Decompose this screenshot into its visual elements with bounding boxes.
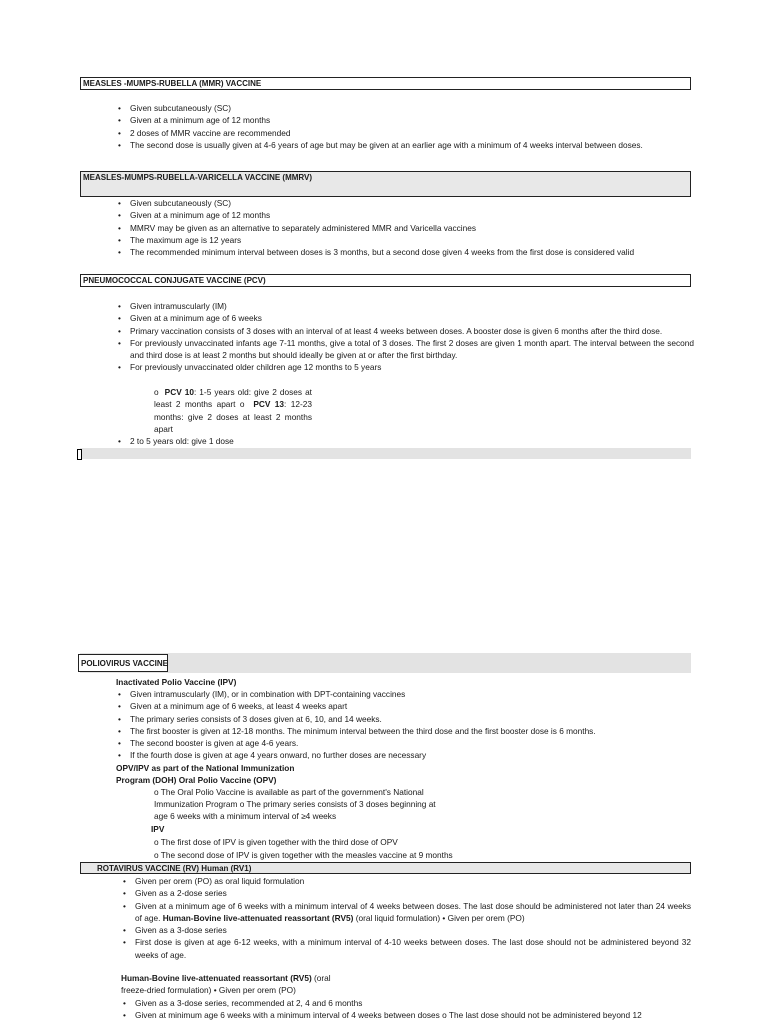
ipv-sub-2: o The second dose of IPV is given together with the measles vaccine at 9 months [154, 850, 453, 860]
polio-heading-band [80, 653, 691, 673]
list-item: • Given as a 3-dose series, recommended at 2, 4 and 6 months [121, 997, 701, 1009]
pcv13-text: : 12-23 months: give 2 doses at least 2 months apart [154, 399, 312, 434]
rv5-freeze-dried-line2: freeze-dried formulation) • Given per orem (PO) [121, 985, 296, 995]
polio-heading: POLIOVIRUS VACCINE [78, 654, 168, 672]
list-item: • Given as a 3-dose series [121, 924, 691, 936]
list-item: • The recommended minimum interval between doses is 3 months, but a second dose given 4 weeks from the first dose is considered valid [116, 246, 696, 258]
list-item: • Primary vaccination consists of 3 doses with an interval of at least 4 weeks between doses. A booster dose is given 6 months after the third dose. [116, 325, 694, 337]
opv-para-1: o The Oral Polio Vaccine is available as part of the government's National [154, 787, 424, 797]
list-item: • MMRV may be given as an alternative to separately administered MMR and Varicella vaccines [116, 222, 696, 234]
list-item: • Given intramuscularly (IM), or in combination with DPT-containing vaccines [116, 688, 696, 700]
list-item: • Given subcutaneously (SC) [116, 102, 696, 114]
pcv-sub-dosing [154, 386, 312, 435]
opv-ipv-line1: OPV/IPV as part of the National Immunization [116, 763, 295, 773]
list-item: • First dose is given at age 6-12 weeks, with a minimum interval of 4-10 weeks between doses. The last dose should not be administered beyond 32 weeks of age. [121, 936, 691, 961]
sub-bullet: o [154, 387, 159, 397]
list-item: • Given per orem (PO) as oral liquid formulation [121, 875, 691, 887]
rv5-freeze-tail: (oral [311, 973, 331, 983]
ipv-sub-1: o The first dose of IPV is given together with the third dose of OPV [154, 837, 398, 847]
pcv-heading: PNEUMOCOCCAL CONJUGATE VACCINE (PCV) [80, 274, 691, 287]
mmr-heading: MEASLES -MUMPS-RUBELLA (MMR) VACCINE [80, 77, 691, 90]
list-item: • Given at a minimum age of 6 weeks [116, 312, 694, 324]
opv-para-3: age 6 weeks with a minimum interval of ≥4 weeks [154, 811, 337, 821]
pcv-list-last [116, 435, 694, 447]
rv1-age-text: Given at a minimum age of 6 weeks with a minimum interval of 4 weeks between doses. The last dose should be administered not later than 24 weeks of age. [135, 900, 691, 923]
list-item: • Given at minimum age 6 weeks with a minimum interval of 4 weeks between doses o The last dose should not be administered beyond 12 [121, 1009, 701, 1021]
pcv13-label: PCV 13 [253, 399, 285, 410]
rv5-freeze-bold: Human-Bovine live-attenuated reassortant (RV5) [121, 973, 312, 983]
rv5-tail: (oral liquid formulation) • Given per orem (PO) [353, 912, 525, 923]
list-item: • For previously unvaccinated older children age 12 months to 5 years [116, 361, 694, 373]
mmrv-heading: MEASLES-MUMPS-RUBELLA-VARICELLA VACCINE (MMRV) [80, 171, 691, 197]
list-item: • Given intramuscularly (IM) [116, 300, 694, 312]
ipv-label: IPV [151, 824, 165, 834]
pcv10-label: PCV 10 [164, 387, 194, 397]
list-item [121, 900, 691, 925]
rota-heading: ROTAVIRUS VACCINE (RV) Human (RV1) [80, 862, 691, 874]
list-item: • If the fourth dose is given at age 4 years onward, no further doses are necessary [116, 749, 696, 761]
rota-list-a [121, 875, 691, 961]
list-item: • Given at a minimum age of 6 weeks, at least 4 weeks apart [116, 700, 696, 712]
list-item: • 2 to 5 years old: give 1 dose [116, 435, 694, 447]
list-item: • Given at a minimum age of 12 months [116, 209, 696, 221]
mmrv-list [116, 197, 696, 258]
list-item: • Given subcutaneously (SC) [116, 197, 696, 209]
list-item: • The maximum age is 12 years [116, 234, 696, 246]
rv5-bold: Human-Bovine live-attenuated reassortant (RV5) [162, 912, 354, 923]
list-item: • The second dose is usually given at 4-6 years of age but may be given at an earlier age with a minimum of 4 weeks interval between doses. [116, 139, 696, 151]
list-item: • The primary series consists of 3 doses given at 6, 10, and 14 weeks. [116, 713, 696, 725]
list-item: • Given at a minimum age of 12 months [116, 114, 696, 126]
mmr-list [116, 102, 696, 151]
opv-ipv-line2: Program (DOH) Oral Polio Vaccine (OPV) [116, 775, 277, 785]
text-cursor-marker [77, 449, 82, 460]
ipv-list [116, 688, 696, 762]
list-item: • Given as a 2-dose series [121, 887, 691, 899]
list-item: • The second booster is given at age 4-6 years. [116, 737, 696, 749]
list-item: • For previously unvaccinated infants age 7-11 months, give a total of 3 doses. The first 2 doses are given 1 month apart. The interval between the second and third dose is at least 2 months but should ideally be given at or after the first birthday. [116, 337, 694, 362]
pcv-list [116, 300, 694, 374]
opv-para-2: Immunization Program o The primary series consists of 3 doses beginning at [154, 799, 436, 809]
ipv-title: Inactivated Polio Vaccine (IPV) [116, 677, 237, 687]
pcv10-text: : 1-5 years old: give 2 doses at least 2 months apart o [154, 387, 312, 410]
rota-list-c [121, 997, 701, 1022]
list-item: • The first booster is given at 12-18 months. The minimum interval between the third dose and the first booster dose is 6 months. [116, 725, 696, 737]
rv5-freeze-dried-line1 [121, 972, 331, 984]
section-divider [80, 448, 691, 459]
list-item: • 2 doses of MMR vaccine are recommended [116, 127, 696, 139]
